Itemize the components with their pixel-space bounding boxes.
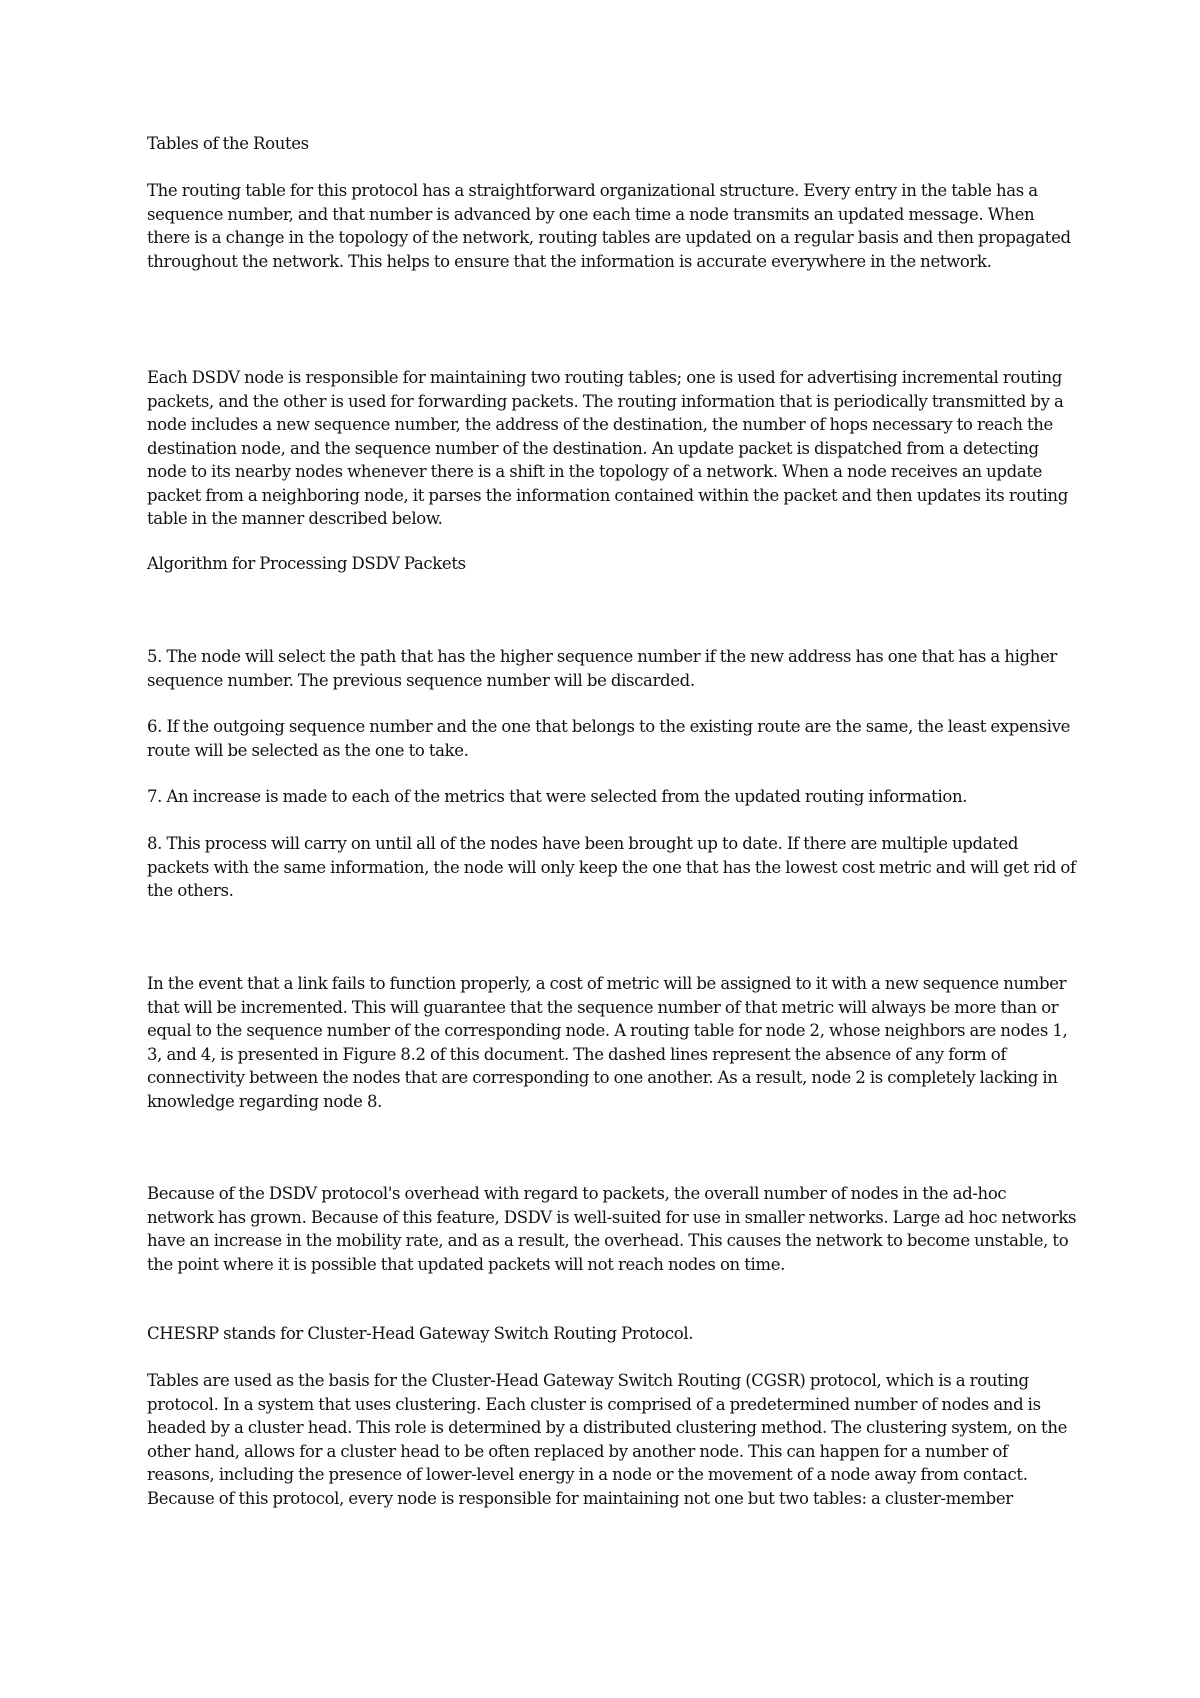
algorithm-step-8: 8. This process will carry on until all of the nodes have been brought up to date. If there are multiple updated packets with the same information, the node will only keep the one that has the lowest cost metric and will get rid of the others. <box>147 834 1076 900</box>
heading-tables-of-routes: Tables of the Routes <box>147 134 309 153</box>
paragraph-routing-table: The routing table for this protocol has a straightforward organizational structure. Every entry in the table has a sequence number, and that number is advanced by one each time a node transmits an updated message. When there is a change in the topology of the network, routing tables are updated on a regular basis and then propagated throughout the network. This helps to ensure that the information is accurate everywhere in the network. <box>147 181 1071 271</box>
paragraph-link-fails: In the event that a link fails to function properly, a cost of metric will be assigned to it with a new sequence number that will be incremented. This will guarantee that the sequence number of that metric will always be more than or equal to the sequence number of the corresponding node. A routing table for node 2, whose neighbors are nodes 1, 3, and 4, is presented in Figure 8.2 of this document. The dashed lines represent the absence of any form of connectivity between the nodes that are corresponding to one another. As a result, node 2 is completely lacking in knowledge regarding node 8. <box>147 974 1068 1111</box>
heading-chesrp: CHESRP stands for Cluster-Head Gateway Switch Routing Protocol. <box>147 1324 694 1343</box>
algorithm-step-5: 5. The node will select the path that has the higher sequence number if the new address has one that has a higher sequence number. The previous sequence number will be discarded. <box>147 647 1057 690</box>
heading-algorithm: Algorithm for Processing DSDV Packets <box>147 554 466 573</box>
paragraph-overhead: Because of the DSDV protocol's overhead with regard to packets, the overall number of nodes in the ad-hoc network has grown. Because of this feature, DSDV is well-suited for use in smaller networks. Large ad hoc networks have an increase in the mobility rate, and as a result, the overhead. This causes the network to become unstable, to the point where it is possible that updated packets will not reach nodes on time. <box>147 1184 1077 1274</box>
paragraph-dsdv-node: Each DSDV node is responsible for maintaining two routing tables; one is used for advertising incremental routing packets, and the other is used for forwarding packets. The routing information that is periodically transmitted by a node includes a new sequence number, the address of the destination, the number of hops necessary to reach the destination node, and the sequence number of the destination. An update packet is dispatched from a detecting node to its nearby nodes whenever there is a shift in the topology of a network. When a node receives an update packet from a neighboring node, it parses the information contained within the packet and then updates its routing table in the manner described below. <box>147 368 1068 528</box>
algorithm-step-6: 6. If the outgoing sequence number and the one that belongs to the existing route are the same, the least expensive route will be selected as the one to take. <box>147 717 1071 760</box>
paragraph-cgsr: Tables are used as the basis for the Cluster-Head Gateway Switch Routing (CGSR) protocol, which is a routing protocol. In a system that uses clustering. Each cluster is comprised of a predetermined number of nodes and is headed by a cluster head. This role is determined by a distributed clustering method. The clustering system, on the other hand, allows for a cluster head to be often replaced by another node. This can happen for a number of reasons, including the presence of lower-level energy in a node or the movement of a node away from contact. Because of this protocol, every node is responsible for maintaining not one but two tables: a cluster-member <box>147 1371 1068 1508</box>
algorithm-step-7: 7. An increase is made to each of the metrics that were selected from the updated routing information. <box>147 787 968 806</box>
